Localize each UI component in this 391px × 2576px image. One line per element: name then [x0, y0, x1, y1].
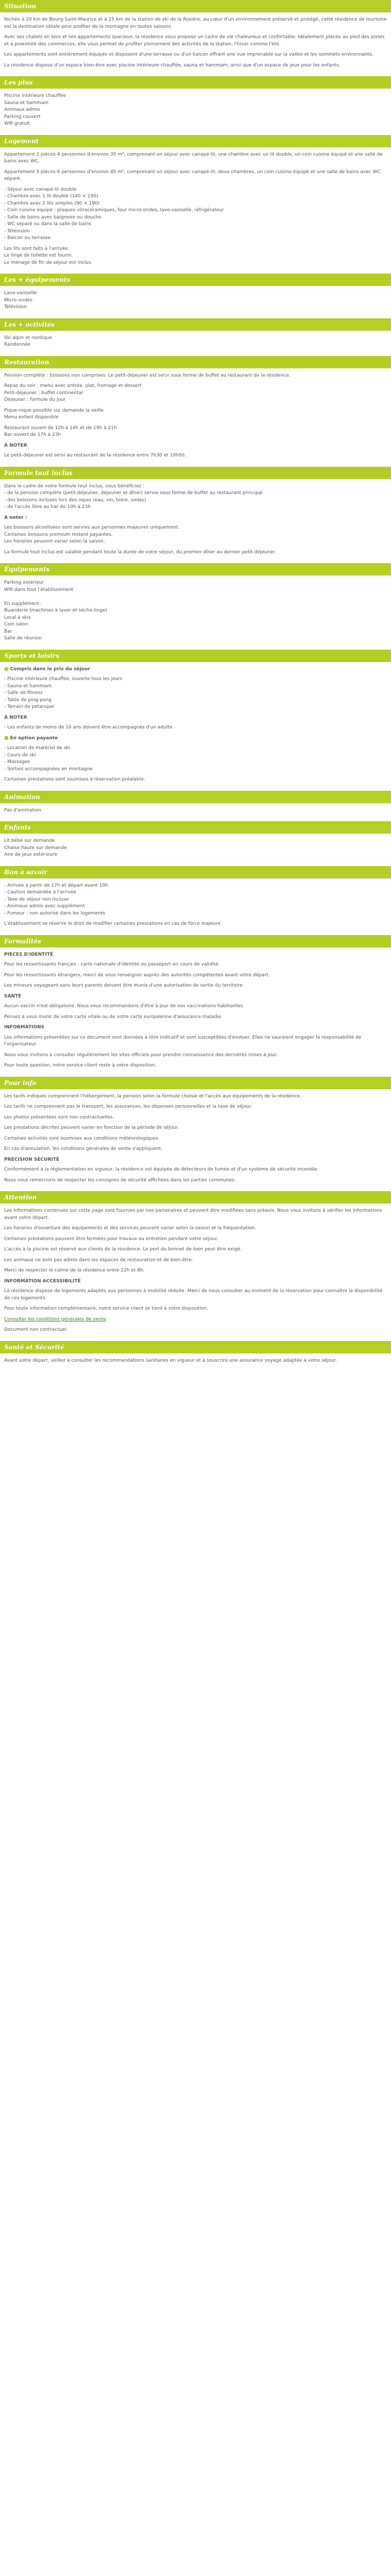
attention-closing: Document non contractuel. [4, 1327, 68, 1332]
situation-paragraph: Les appartements sont entièrement équipés et disposent d'une terrasse ou d'un balcon offrant une vue imprenable sur la vallée et les sommets environnants. [4, 52, 373, 57]
bienetre-line: - Arrivée à partir de 17h et départ avant 10h [4, 883, 108, 888]
activites-section [0, 318, 391, 349]
pourinfo-paragraph: Les tarifs indiqués comprennent l'hébergement, la pension selon la formule choisie et l'accès aux équipements de la résidence. [4, 1093, 302, 1099]
formule-section [0, 467, 391, 556]
bienetre-line: - Caution demandée à l'arrivée [4, 890, 76, 895]
sports-notice-title: À NOTER [4, 715, 27, 720]
sante-paragraph: Avant votre départ, veillez à consulter les recommandations sanitaires en vigueur et à souscrire une assurance voyage adaptée à votre séjour. [4, 1358, 337, 1363]
infos-line: Parking couvert [4, 114, 41, 120]
sante-content [0, 1358, 391, 1365]
infos-line: Piscine intérieure chauffée [4, 93, 66, 98]
animation-title: Animation [0, 791, 391, 803]
sports-heading-text: En option payante [10, 735, 58, 741]
situation-paragraph: Avec ses chalets en bois et ses appartements spacieux, la résidence vous propose un cadre de vie chaleureux et confortable. Idéalement placée au pied des pistes et à proximité des commerces, elle vous permet de profiter pleinement des activités de la station, l'hiver comme l'été. [4, 35, 385, 47]
logement-line: - Télévision [4, 228, 30, 234]
enfants-line: Lit bébé sur demande [4, 838, 55, 843]
equipements2-line: Wifi dans tout l'établissement [4, 587, 74, 592]
formule-paragraph: - de la pension complète (petit-déjeuner, déjeuner et dîner) servie sous forme de buffet au restaurant principal [4, 490, 263, 496]
attention-paragraph: Les informations contenues sur cette page sont fournies par nos partenaires et peuvent être modifiées sans préavis. Nous vous invitons à vérifier les informations avant votre départ. [4, 1208, 382, 1221]
formalites-subhead: SANTÉ [4, 993, 22, 999]
logement-footer-line: Le linge de toilette est fourni. [4, 253, 73, 258]
formalites-paragraph: Les informations présentées sur ce document sont données à titre indicatif et sont susceptibles d'évoluer. Elles ne sauraient engager la responsabilité de l'organisateur. [4, 1035, 362, 1047]
equipements-title: Les + équipements [0, 274, 391, 286]
equipements2-line: En supplément : [4, 601, 42, 606]
formule-title: Formule tout inclus [0, 467, 391, 479]
situation-paragraph: La résidence dispose d'un espace bien-être avec piscine intérieure chauffée, sauna et hammam, ainsi que d'un espace de jeux pour les enfants. [4, 62, 340, 68]
infos-content [0, 93, 391, 128]
bienetre-title: Bon à savoir [0, 866, 391, 878]
equipements2-section [0, 563, 391, 642]
equipements-line: Micro-ondes [4, 297, 32, 303]
animation-section [0, 791, 391, 815]
pourinfo-title: Pour info [0, 1077, 391, 1089]
logement-line: - WC séparé ou dans la salle de bains [4, 222, 91, 227]
formalites-paragraph: Les mineurs voyageant sans leurs parents doivent être munis d'une autorisation de sortie du territoire. [4, 983, 245, 988]
bienetre-content [0, 883, 391, 928]
restauration-line: Déjeuner : formule du jour [4, 397, 66, 402]
formule-closing: La formule tout inclus est valable pendant toute la durée de votre séjour, du premier dîner au dernier petit-déjeuner. [4, 549, 276, 555]
formalites-section [0, 935, 391, 1070]
equipements-section [0, 274, 391, 311]
restauration-line: Repas du soir : menu avec entrée, plat, fromage et dessert [4, 383, 142, 388]
logement-line: - Salle de bains avec baignoire ou douche [4, 214, 102, 220]
pourinfo-paragraph: Les photos présentées sont non contractuelles. [4, 1114, 115, 1120]
situation-section [0, 0, 391, 69]
infos-section [0, 76, 391, 128]
sports-line: - Table de ping-pong [4, 697, 52, 703]
formule-paragraph: - de l'accès libre au bar de 10h à 23h [4, 504, 91, 510]
sports-line: - Cours de ski [4, 752, 36, 758]
logement-line: - Séjour avec canapé-lit double [4, 187, 77, 192]
pourinfo-paragraph: Certaines activités sont soumises aux conditions météorologiques. [4, 1136, 160, 1141]
pourinfo-paragraph: Les prestations décrites peuvent varier en fonction de la période de séjour. [4, 1125, 179, 1130]
situation-paragraph: Nichée à 20 km de Bourg-Saint-Maurice et à 25 km de la station de ski de la Rosière, au cœur d'un environnement préservé et protégé, cette résidence de tourisme est la destination idéale pour profiter de la montagne en toutes saisons. [4, 17, 387, 29]
sports-line: - Location de matériel de ski [4, 745, 71, 751]
equipements2-title: Équipements [0, 563, 391, 575]
infos-line: Animaux admis [4, 107, 40, 112]
infos-line: Sauna et hammam [4, 100, 48, 106]
equipements2-line: Parking extérieur [4, 580, 44, 585]
sante-section [0, 1341, 391, 1365]
equipements-line: Lave-vaisselle [4, 291, 37, 296]
restauration-section [0, 356, 391, 460]
restauration-line: Pique-nique possible sur demande la veille [4, 408, 104, 413]
enfants-line: Chaise haute sur demande [4, 845, 67, 851]
formule-content [0, 483, 391, 556]
cgv-link[interactable]: Consulter les conditions générales de vente [4, 1316, 106, 1322]
formule-line: Certaines boissons premium restent payantes. [4, 532, 113, 537]
bullet-icon: ■ [4, 735, 9, 741]
restauration-notice-text: Le petit-déjeuner est servi au restaurant de la résidence entre 7h30 et 10h00. [4, 453, 186, 458]
equipements-line: Télévision [4, 304, 27, 310]
attention-paragraph: Certaines prestations peuvent être fermées pour travaux ou entretien pendant votre séjour. [4, 1236, 218, 1242]
equipements2-line: Bar [4, 629, 12, 634]
formule-line: Les horaires peuvent varier selon la saison. [4, 539, 105, 544]
bienetre-section [0, 866, 391, 928]
sports-title: Sports et loisirs [0, 650, 391, 662]
formalites-paragraph: Nous vous invitons à consulter régulièrement les sites officiels pour prendre connaissance des dernières mises à jour. [4, 1052, 278, 1058]
logement-line: - Chambre avec 1 lit double (140 × 190) [4, 194, 99, 199]
sports-closing: Certaines prestations sont soumises à réservation préalable. [4, 777, 145, 782]
attention-paragraph: Merci de respecter le calme de la résidence entre 22h et 8h. [4, 1268, 145, 1273]
sports-heading-included [4, 666, 387, 673]
formalites-paragraph: Pour les ressortissants étrangers, merci de vous renseigner auprès des autorités compétentes avant votre départ. [4, 972, 270, 978]
enfants-title: Enfants [0, 821, 391, 834]
bienetre-line: - Fumeur : non autorisé dans les logements [4, 910, 105, 916]
pourinfo-paragraph: Conformément à la réglementation en vigueur, la résidence est équipée de détecteurs de fumée et d'un système de sécurité incendie. [4, 1167, 319, 1172]
situation-title: Situation [0, 0, 391, 12]
animation-line: Pas d'animation. [4, 807, 43, 813]
restauration-notice-title: À NOTER [4, 443, 27, 448]
logement-line: - Balcon ou terrasse [4, 235, 51, 241]
pourinfo-paragraph: Les tarifs ne comprennent pas le transport, les assurances, les dépenses personnelles et la taxe de séjour. [4, 1104, 252, 1109]
sports-line: - Terrain de pétanque [4, 704, 54, 709]
restauration-paragraph: Pension complète : boissons non comprises. Le petit-déjeuner est servi sous forme de buffet au restaurant de la résidence. [4, 372, 291, 378]
bienetre-line: - Taxe de séjour non incluse [4, 896, 69, 902]
pourinfo-paragraph: Nous vous remercions de respecter les consignes de sécurité affichées dans les parties communes. [4, 1177, 236, 1183]
logement-line: - Coin cuisine équipé : plaques vitrocéramiques, four micro-ondes, lave-vaisselle, réfrigérateur [4, 208, 224, 213]
sports-heading-text: Compris dans le prix du séjour [10, 666, 90, 672]
logement-section [0, 135, 391, 267]
situation-content [0, 16, 391, 69]
equipements2-line: Local à skis [4, 615, 31, 620]
sante-title: Santé et Sécurité [0, 1341, 391, 1353]
formalites-subhead: PIÈCES D'IDENTITÉ [4, 952, 53, 957]
formule-line: Les boissons alcoolisées sont servies aux personnes majeures uniquement. [4, 525, 180, 530]
formalites-paragraph: Aucun vaccin n'est obligatoire. Nous vous recommandons d'être à jour de vos vaccinations habituelles. [4, 1004, 245, 1009]
equipements2-line [4, 594, 387, 601]
activites-title: Les + activités [0, 318, 391, 331]
equipements2-line: Salle de réunion [4, 636, 42, 641]
bienetre-closing: L'établissement se réserve le droit de modifier certaines prestations en cas de force majeure. [4, 921, 222, 926]
sports-line: - Piscine intérieure chauffée, ouverte tous les jours [4, 676, 123, 682]
bienetre-line: - Animaux admis avec supplément [4, 904, 85, 909]
logement-line: - Chambre avec 2 lits simples (90 × 190) [4, 200, 100, 206]
restauration-line: Petit-déjeuner : buffet continental [4, 390, 83, 396]
enfants-line: Aire de jeux extérieure [4, 852, 57, 857]
attention-paragraph: L'accès à la piscine est réservé aux clients de la résidence. Le port du bonnet de bain peut être exigé. [4, 1247, 242, 1252]
attention-paragraph: Pour toute information complémentaire, notre service client se tient à votre disposition. [4, 1306, 208, 1311]
sports-section [0, 650, 391, 784]
equipements-content [0, 290, 391, 311]
restauration-line: Restaurant ouvert de 12h à 14h et de 19h à 21h [4, 425, 117, 431]
sports-content [0, 666, 391, 784]
equipements2-content [0, 580, 391, 642]
attention-title: Attention [0, 1191, 391, 1204]
sports-line: - Sorties accompagnées en montagne [4, 766, 93, 772]
enfants-content [0, 838, 391, 859]
infos-title: Les plus [0, 76, 391, 89]
formalites-paragraph: Pour les ressortissants français : carte nationale d'identité ou passeport en cours de validité. [4, 962, 220, 967]
enfants-section [0, 821, 391, 859]
logement-footer-line: Le ménage de fin de séjour est inclus. [4, 260, 93, 265]
formule-paragraph: Dans le cadre de notre formule tout inclus, vous bénéficiez : [4, 483, 144, 489]
logement-title: Logement [0, 135, 391, 147]
sports-line: - Sauna et hammam [4, 683, 52, 689]
sports-notice-text: - Les enfants de moins de 16 ans doivent être accompagnés d'un adulte [4, 725, 173, 730]
logement-paragraph: Appartement 2 pièces 4 personnes d'environ 35 m², comprenant un séjour avec canapé-lit, une chambre avec un lit double, un coin cuisine équipé et une salle de bains avec WC. [4, 151, 383, 164]
pourinfo-section [0, 1077, 391, 1184]
restauration-content [0, 372, 391, 460]
activites-content [0, 335, 391, 349]
restauration-title: Restauration [0, 356, 391, 368]
equipements2-line: Buanderie (machines à laver et sèche-linge) [4, 608, 107, 613]
attention-paragraph: Les horaires d'ouverture des équipements et des services peuvent varier selon la saison et la fréquentation. [4, 1226, 256, 1231]
attention-paragraph: La résidence dispose de logements adaptés aux personnes à mobilité réduite. Merci de nous consulter au moment de la réservation pour connaître la disponibilité de ces logements. [4, 1289, 383, 1301]
pourinfo-content [0, 1093, 391, 1184]
formalites-title: Formalités [0, 935, 391, 947]
formalites-subhead: INFORMATIONS [4, 1025, 44, 1030]
activites-line: Randonnée [4, 342, 30, 347]
attention-content [0, 1208, 391, 1334]
logement-footer-line: Les lits sont faits à l'arrivée. [4, 246, 70, 251]
infos-line: Wifi gratuit [4, 121, 30, 126]
equipements2-line: Coin salon [4, 622, 28, 627]
formule-paragraph: - des boissons incluses lors des repas (eau, vin, bière, sodas) [4, 497, 146, 503]
pourinfo-paragraph: En cas d'annulation, les conditions générales de vente s'appliquent. [4, 1146, 162, 1151]
sports-heading-paying [4, 735, 387, 742]
sports-line: - Massages [4, 759, 30, 765]
pourinfo-subhead: PRÉCISION SÉCURITÉ [4, 1157, 59, 1162]
sports-line: - Salle de fitness [4, 690, 43, 696]
logement-content [0, 151, 391, 267]
activites-line: Ski alpin et nordique [4, 335, 52, 341]
animation-content [0, 807, 391, 815]
attention-paragraph: Les animaux ne sont pas admis dans les espaces de restauration et de bien-être. [4, 1257, 193, 1263]
restauration-line: Menu enfant disponible [4, 415, 59, 420]
formule-notice-title: À noter : [4, 515, 27, 520]
formalites-content [0, 952, 391, 1070]
attention-section [0, 1191, 391, 1334]
formalites-paragraph: Pensez à vous munir de votre carte vitale ou de votre carte européenne d'assurance maladie. [4, 1014, 223, 1020]
restauration-line: Bar ouvert de 17h à 23h [4, 432, 61, 437]
bullet-icon: ■ [4, 666, 9, 672]
attention-subhead: INFORMATION ACCESSIBILITÉ [4, 1278, 81, 1284]
logement-paragraph: Appartement 3 pièces 6 personnes d'environ 45 m², comprenant un séjour avec canapé-lit, deux chambres, un coin cuisine équipé et une salle de bains avec WC séparé. [4, 169, 381, 181]
formalites-paragraph: Pour toute question, notre service client reste à votre disposition. [4, 1063, 157, 1068]
